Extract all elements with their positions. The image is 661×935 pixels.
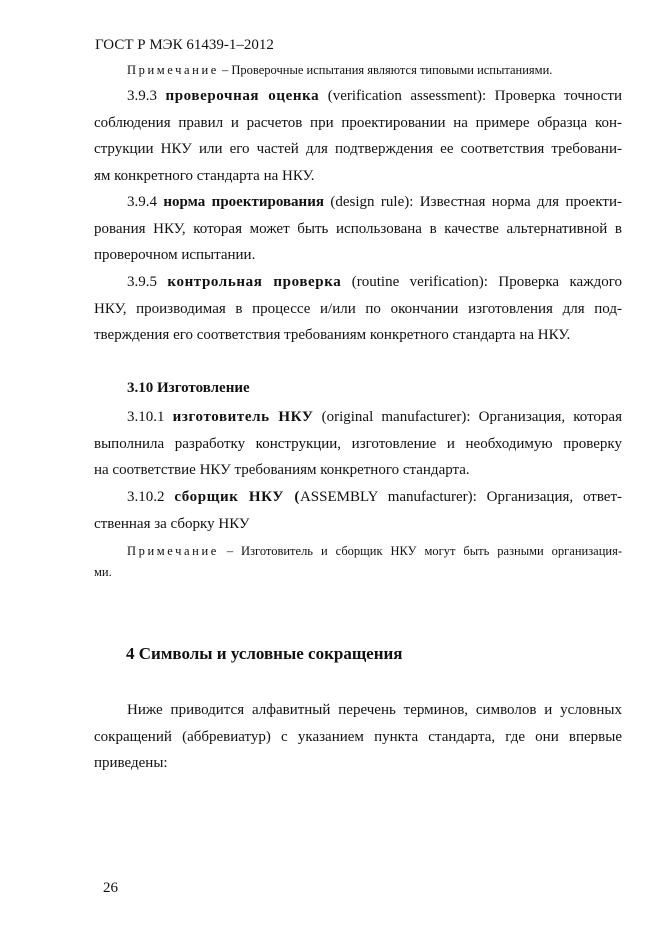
clause-line: тверждения его соответствия требованиям конкретного стандарта на НКУ. (94, 327, 571, 343)
note-label: Примечание (127, 544, 219, 558)
document-header: ГОСТ Р МЭК 61439-1–2012 (95, 37, 274, 53)
section-4-intro (94, 697, 622, 777)
clause-line: рования НКУ, которая может быть использована в качестве альтернативной в (94, 220, 622, 237)
clause-line: НКУ, производимая в процессе и/или по окончании изготовления для под- (94, 300, 622, 317)
clause-line: ям конкретного стандарта на НКУ. (94, 167, 315, 184)
clause-line: 3.10.2 сборщик НКУ (ASSEMBLY manufacturer): Организация, ответ- (127, 489, 622, 505)
clause-3-9-4 (94, 189, 622, 269)
clause-line: выполнила разработку конструкции, изготовление и необходимую проверку (94, 435, 622, 452)
note-manufacturer-assembler (94, 541, 622, 583)
clause-term: норма проектирования (163, 194, 324, 210)
section-heading-3-10: 3.10 Изготовление (127, 380, 250, 396)
clause-term: проверочная оценка (165, 88, 320, 104)
clause-line: 3.10.1 изготовитель НКУ (original manufacturer): Организация, которая (127, 409, 622, 425)
clause-3-9-5 (94, 269, 622, 349)
clause-term: контрольная проверка (167, 274, 342, 290)
note-text: – Изготовитель и сборщик НКУ могут быть разными организация- (218, 544, 622, 558)
clause-term: сборщик НКУ ( (174, 489, 300, 505)
clause-line: струкции НКУ или его частей для подтверждения ее соответствия требовани- (94, 141, 622, 157)
clause-line: проверочном испытании. (94, 247, 256, 263)
paragraph-line: сокращений (аббревиатур) с указанием пункта стандарта, где они впервые (94, 728, 622, 745)
clause-line: 3.9.5 контрольная проверка (routine verification): Проверка каждого (127, 274, 622, 290)
paragraph-line: Ниже приводится алфавитный перечень терминов, символов и условных (127, 702, 622, 718)
clause-3-10-2 (94, 484, 622, 537)
paragraph-line: приведены: (94, 755, 168, 771)
clause-line: 3.9.3 проверочная оценка (verification assessment): Проверка точности (127, 88, 622, 104)
page-number: 26 (103, 880, 118, 896)
note-label: Примечание (127, 63, 219, 77)
note-text: ми. (94, 565, 112, 579)
clause-line: на соответствие НКУ требованиям конкретного стандарта. (94, 462, 470, 478)
note-verification-tests (94, 60, 622, 81)
clause-3-9-3 (94, 83, 622, 189)
clause-line: ственная за сборку НКУ (94, 515, 250, 532)
clause-line: 3.9.4 норма проектирования (design rule): Известная норма для проекти- (127, 194, 622, 210)
clause-term: изготовитель НКУ (172, 409, 314, 425)
section-heading-4: 4 Символы и условные сокращения (126, 644, 403, 663)
note-text: – Проверочные испытания являются типовыми испытаниями. (218, 63, 553, 77)
clause-3-10-1 (94, 404, 622, 484)
clause-line: соблюдения правил и расчетов при проектировании на примере образца кон- (94, 114, 622, 131)
